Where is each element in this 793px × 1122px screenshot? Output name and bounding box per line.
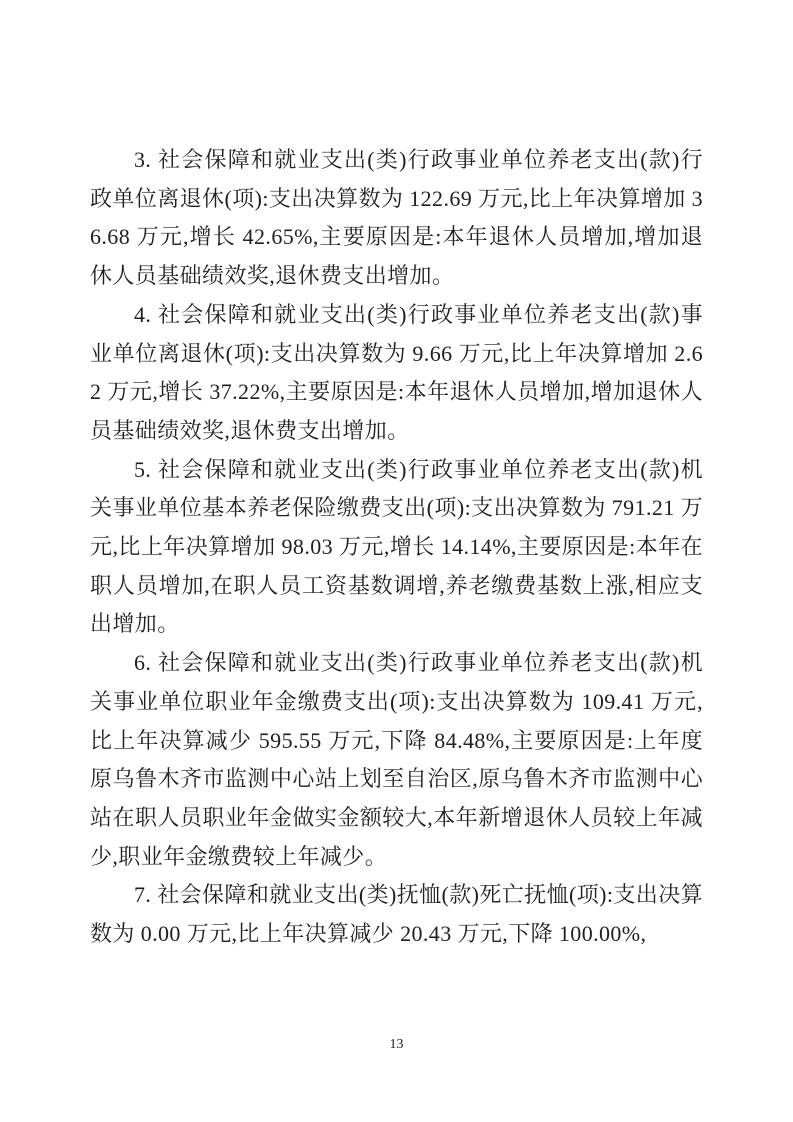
text-block (90, 141, 703, 954)
paragraph-item-5: 5. 社会保障和就业支出(类)行政事业单位养老支出(款)机关事业单位基本养老保险缴费支出(项):支出决算数为 791.21 万元,比上年决算增加 98.03 万元,增长 14.14%,主要原因是:本年在职人员增加,在职人员工资基数调增,养老缴费基数上涨,相应支出增加。 (90, 456, 703, 637)
paragraph-item-4: 4. 社会保障和就业支出(类)行政事业单位养老支出(款)事业单位离退休(项):支出决算数为 9.66 万元,比上年决算增加 2.62 万元,增长 37.22%,主要原因是:本年退休人员增加,增加退休人员基础绩效奖,退休费支出增加。 (90, 301, 703, 443)
page-number: 13 (389, 1037, 404, 1052)
paragraph-item-6: 6. 社会保障和就业支出(类)行政事业单位养老支出(款)机关事业单位职业年金缴费支出(项):支出决算数为 109.41 万元,比上年决算减少 595.55 万元,下降 84.48%,主要原因是:上年度原乌鲁木齐市监测中心站上划至自治区,原乌鲁木齐市监测中心站在职人员职业年金做实金额较大,本年新增退休人员较上年减少,职业年金缴费较上年减少。 (90, 650, 703, 869)
page-footer (0, 1035, 793, 1053)
paragraph-item-7: 7. 社会保障和就业支出(类)抚恤(款)死亡抚恤(项):支出决算数为 0.00 万元,比上年决算减少 20.43 万元,下降 100.00%, (90, 882, 703, 947)
paragraph-item-3: 3. 社会保障和就业支出(类)行政事业单位养老支出(款)行政单位离退休(项):支出决算数为 122.69 万元,比上年决算增加 36.68 万元,增长 42.65%,主要原因是:本年退休人员增加,增加退休人员基础绩效奖,退休费支出增加。 (90, 147, 703, 289)
